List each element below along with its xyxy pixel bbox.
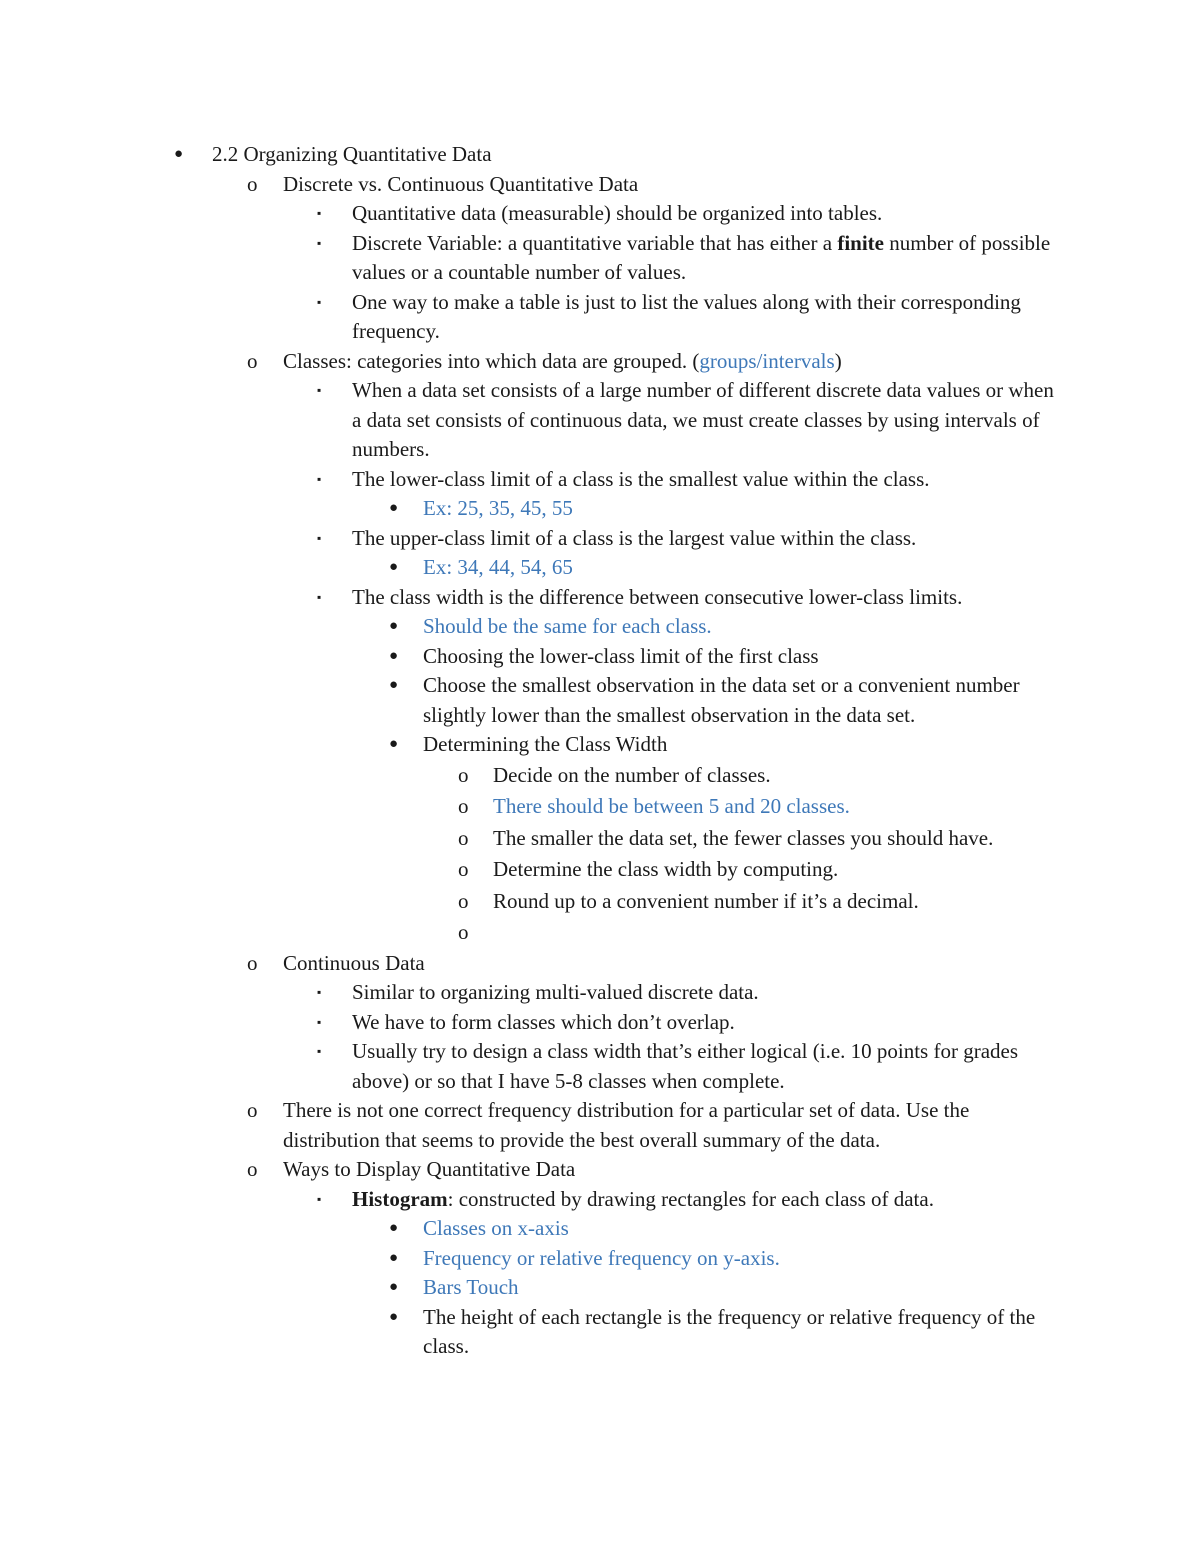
bullet-circle-icon: o [247, 1157, 258, 1181]
outline-item-discrete-heading [0, 170, 1058, 200]
section-title: 2.2 Organizing Quantitative Data [212, 142, 492, 166]
outline-item-classes-b2 [0, 465, 1062, 495]
outline-item-continuous-b3 [0, 1037, 1062, 1096]
outline-item-width-w3 [0, 823, 1063, 855]
example-text: Ex: 25, 35, 45, 55 [423, 496, 573, 520]
outline-item-discrete-b3 [0, 288, 1062, 347]
bullet-square-icon: ▪ [317, 985, 322, 999]
outline-item-continuous-heading [0, 949, 1058, 979]
outline-item-note [0, 1096, 1058, 1155]
bullet-circle-icon: o [247, 171, 258, 196]
list-item-text: The height of each rectangle is the frequency or relative frequency of the class. [423, 1304, 1036, 1358]
outline-item-continuous-b2 [0, 1008, 1062, 1038]
display-heading: Ways to Display Quantitative Data [283, 1157, 576, 1181]
bullet-square-icon: ▪ [317, 471, 322, 486]
bullet-square-icon: ▪ [317, 1014, 322, 1029]
list-item-text [352, 1185, 1062, 1215]
bullet-disc-icon: ● [389, 500, 399, 516]
list-item-text [493, 917, 1063, 949]
list-item-text: Bars Touch [423, 1275, 519, 1299]
list-item-text: We have to form classes which don’t overlap. [352, 1009, 735, 1034]
example-text: Ex: 34, 44, 54, 65 [423, 555, 573, 579]
outline-item-classes-b4 [0, 583, 1062, 613]
bullet-disc-icon: ● [389, 1249, 399, 1266]
bold-term-histogram: Histogram [352, 1186, 448, 1211]
bullet-square-icon: ▪ [317, 206, 322, 220]
list-item-text: Frequency or relative frequency on y-axis. [423, 1245, 780, 1270]
bullet-circle-icon: o [458, 794, 469, 818]
outline-item-classes-b1 [0, 376, 1062, 465]
bullet-circle-icon: o [458, 825, 469, 850]
bullet-disc-icon: ● [389, 647, 399, 664]
outline-item-classes-heading [0, 347, 1058, 377]
list-item-text: Determine the class width by computing. [493, 857, 839, 881]
bullet-square-icon: ▪ [317, 294, 322, 309]
bullet-circle-icon: o [458, 762, 469, 787]
bullet-square-icon: ▪ [317, 1044, 322, 1058]
outline-item-classes-b4-s4 [0, 730, 1063, 760]
discrete-heading: Discrete vs. Continuous Quantitative Data [283, 171, 639, 196]
bullet-square-icon: ▪ [317, 383, 322, 397]
outline-item-title [0, 140, 1058, 170]
outline-item-discrete-b1 [0, 199, 1062, 229]
bullet-disc-icon: ● [389, 1220, 399, 1236]
list-item-text: One way to make a table is just to list the values along with their corresponding frequency. [352, 289, 1021, 343]
continuous-heading: Continuous Data [283, 950, 425, 975]
text-run: Discrete Variable: a quantitative variable that has either a [352, 230, 838, 255]
outline-item-display-h3 [0, 1273, 1063, 1303]
list-item-text: Determining the Class Width [423, 732, 668, 756]
list-item-text: Similar to organizing multi-valued discrete data. [352, 980, 759, 1004]
bullet-circle-icon: o [458, 857, 469, 881]
outline-item-display-h2 [0, 1244, 1063, 1274]
list-item-text: There should be between 5 and 20 classes. [493, 794, 850, 818]
list-item-text: Usually try to design a class width that’s either logical (i.e. 10 points for grades above) or so that I have 5-8 classes when complete. [352, 1039, 1019, 1093]
list-item-text: Quantitative data (measurable) should be organized into tables. [352, 201, 883, 225]
list-item-text: Round up to a convenient number if it’s a decimal. [493, 888, 919, 913]
list-item-text: Decide on the number of classes. [493, 762, 771, 787]
list-item-text: The smaller the data set, the fewer classes you should have. [493, 825, 994, 850]
outline-item-display-h4 [0, 1303, 1063, 1362]
bold-term-finite: finite [837, 230, 884, 255]
bullet-disc-icon: ● [389, 1308, 399, 1325]
outline-item-classes-b3-ex [0, 553, 1063, 583]
text-run: : constructed by drawing rectangles for each class of data. [447, 1186, 934, 1211]
text-run: Classes: categories into which data are grouped. ( [283, 348, 700, 373]
outline-item-continuous-b1 [0, 978, 1062, 1008]
document-page [0, 140, 1200, 1362]
bullet-disc-icon: ● [389, 736, 399, 752]
bullet-disc-icon: ● [174, 146, 184, 162]
note-text: There is not one correct frequency distribution for a particular set of data. Use the distribution that seems to provide the best overall summary of the data. [283, 1098, 970, 1152]
text-run: ) [834, 348, 842, 373]
bullet-disc-icon: ● [389, 677, 399, 693]
outline-item-classes-b4-s1 [0, 612, 1063, 642]
outline-item-width-w2 [0, 791, 1063, 823]
list-item-text: Should be the same for each class. [423, 614, 712, 638]
highlight-text: groups/intervals [699, 348, 835, 373]
outline-item-classes-b4-s3 [0, 671, 1063, 730]
bullet-square-icon: ▪ [317, 235, 322, 250]
list-item-text: The lower-class limit of a class is the smallest value within the class. [352, 466, 930, 491]
bullet-disc-icon: ● [389, 618, 399, 634]
outline-item-width-w1 [0, 760, 1063, 792]
bullet-disc-icon: ● [389, 1279, 399, 1295]
bullet-circle-icon: o [247, 1098, 258, 1122]
list-item-text: Choose the smallest observation in the data set or a convenient number slightly lower than the smallest observation in the data set. [423, 673, 1020, 727]
list-item-text: Choosing the lower-class limit of the first class [423, 643, 819, 668]
bullet-circle-icon: o [247, 348, 258, 373]
list-item-text: The upper-class limit of a class is the largest value within the class. [352, 525, 917, 550]
bullet-square-icon: ▪ [317, 530, 322, 545]
outline-item-width-w4 [0, 854, 1063, 886]
outline-item-discrete-b2 [0, 229, 1062, 288]
bullet-disc-icon: ● [389, 559, 399, 575]
outline-item-width-w5 [0, 886, 1063, 918]
bullet-circle-icon: o [458, 920, 469, 944]
classes-heading [283, 347, 1058, 377]
outline-item-histogram [0, 1185, 1062, 1215]
outline-item-classes-b2-ex [0, 494, 1063, 524]
bullet-circle-icon: o [458, 888, 469, 913]
outline-item-width-w6 [0, 917, 1063, 949]
bullet-square-icon: ▪ [317, 589, 322, 604]
text-run: number of possible values or a countable number of values. [352, 230, 1051, 284]
outline-item-classes-b4-s2 [0, 642, 1063, 672]
bullet-square-icon: ▪ [317, 1191, 322, 1206]
outline-item-display-heading [0, 1155, 1058, 1185]
list-item-text: When a data set consists of a large number of different discrete data values or when a data set consists of continuous data, we must create classes by using intervals of numbers. [352, 378, 1054, 461]
bullet-circle-icon: o [247, 950, 258, 975]
outline-item-display-h1 [0, 1214, 1063, 1244]
list-item-text [352, 229, 1062, 288]
list-item-text: Classes on x-axis [423, 1216, 569, 1240]
outline-item-classes-b3 [0, 524, 1062, 554]
list-item-text: The class width is the difference between consecutive lower-class limits. [352, 584, 963, 609]
